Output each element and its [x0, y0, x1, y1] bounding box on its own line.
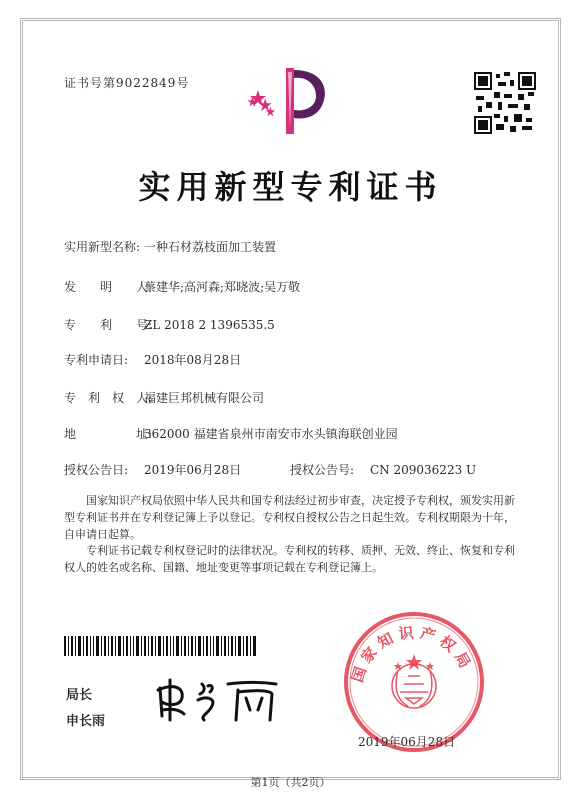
field-utility-model-name	[64, 238, 276, 255]
seal-date: 2019年06月28日	[358, 735, 456, 749]
certificate-title: 实用新型专利证书	[138, 168, 443, 206]
certificate-number: 证书号第9022849号	[64, 76, 190, 90]
value-address: 362000 福建省泉州市南安市水头镇海联创业园	[144, 427, 398, 441]
handwritten-signature-icon	[154, 676, 284, 724]
field-grant-date	[64, 461, 241, 478]
value-grant-date: 2019年06月28日	[144, 463, 242, 477]
qr-code-icon	[474, 72, 536, 134]
field-inventor	[64, 278, 300, 295]
label-patent-number: 专 利 号:	[64, 318, 153, 332]
signature-name: 申长雨	[66, 714, 106, 729]
page-number: 第1页（共2页）	[250, 776, 331, 789]
label-patentee: 专 利 权 人:	[64, 391, 153, 405]
value-grant-number: CN 209036223 U	[370, 463, 477, 477]
value-patentee: 福建巨邦机械有限公司	[144, 391, 265, 405]
barcode-icon	[64, 636, 256, 656]
svg-text:国家知识产权局: 国家知识产权局	[348, 623, 477, 685]
label-grant-number: 授权公告号:	[290, 463, 355, 477]
field-patent-number	[64, 316, 275, 333]
body-paragraph-1: 国家知识产权局依照中华人民共和国专利法经过初步审查，决定授予专利权，颁发实用新型专利证书并在专利登记簿上予以登记。专利权自授权公告之日起生效。专利权期限为十年，自申请日起算。	[64, 494, 515, 541]
field-address	[64, 425, 398, 442]
value-filing-date: 2018年08月28日	[144, 353, 242, 367]
value-patent-number: ZL 2018 2 1396535.5	[144, 318, 275, 332]
field-grant-number	[290, 461, 476, 478]
body-paragraph-2: 专利证书记载专利权登记时的法律状况。专利权的转移、质押、无效、终止、恢复和专利权人的姓名或名称、国籍、地址变更等事项记载在专利登记簿上。	[64, 544, 515, 574]
field-filing-date	[64, 351, 241, 368]
value-inventor: 蔡建华;高河森;郑晓波;吴万敬	[144, 280, 301, 294]
label-address: 地 址:	[64, 427, 153, 441]
label-utility-model-name: 实用新型名称:	[64, 240, 141, 254]
signature-role: 局长	[66, 688, 93, 703]
value-utility-model-name: 一种石材荔枝面加工装置	[144, 240, 277, 254]
label-inventor: 发 明 人:	[64, 280, 153, 294]
label-grant-date: 授权公告日:	[64, 463, 129, 477]
field-patentee	[64, 389, 264, 406]
cnipa-logo-icon	[248, 62, 330, 140]
label-filing-date: 专利申请日:	[64, 353, 129, 367]
